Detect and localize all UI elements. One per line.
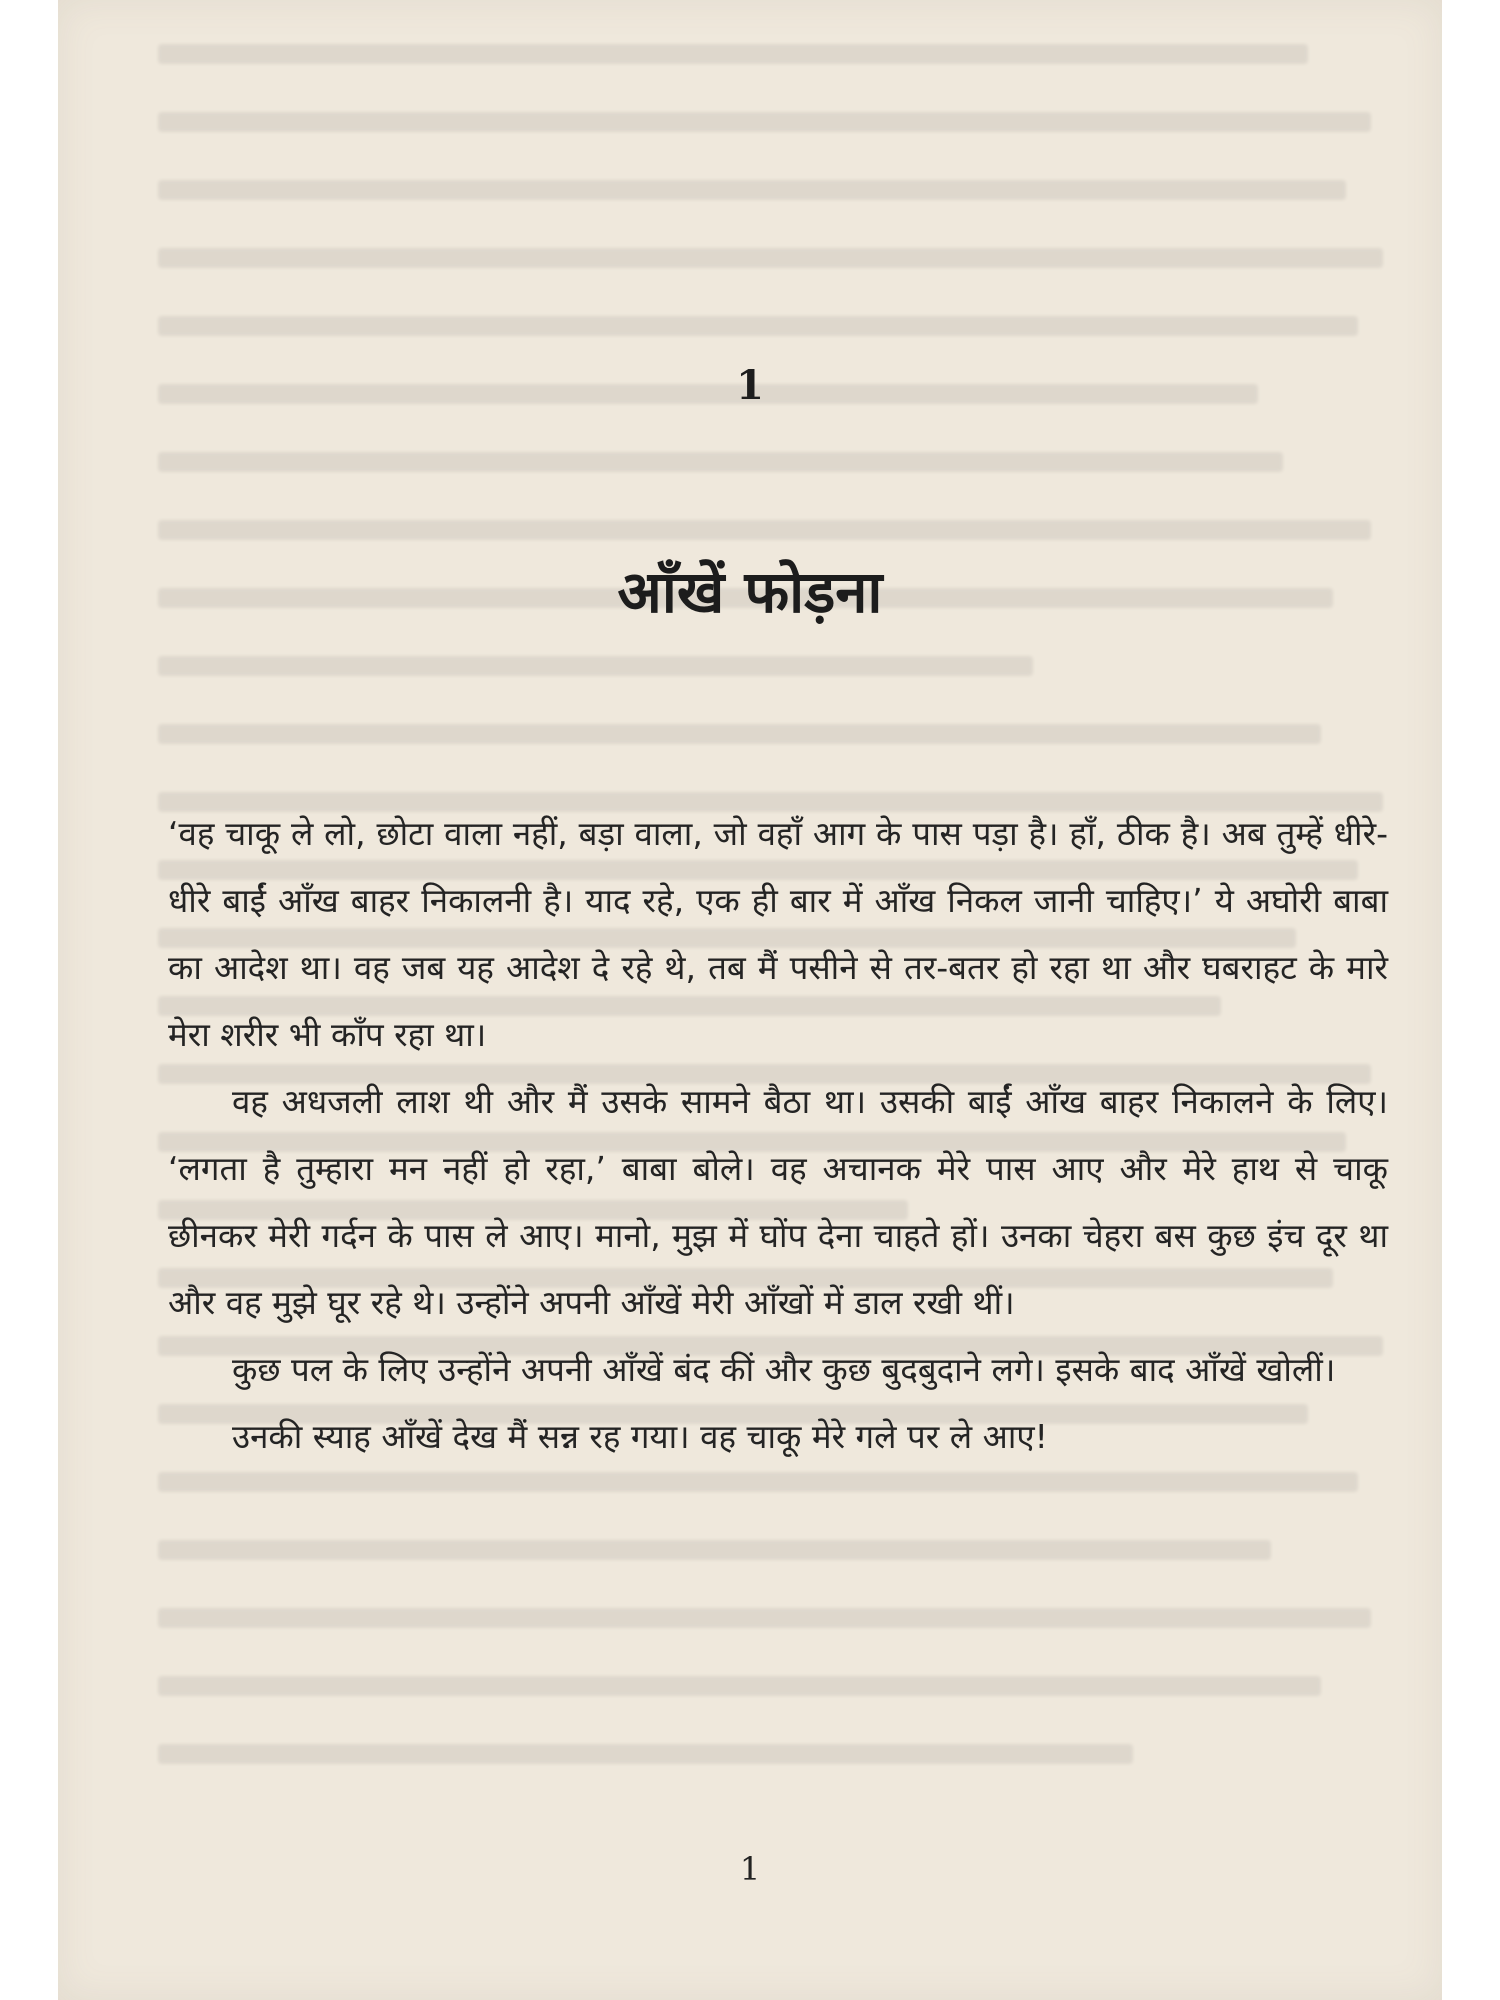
chapter-number: 1 — [736, 362, 764, 409]
paragraph: उनकी स्याह आँखें देख मैं सन्न रह गया। वह चाकू मेरे गले पर ले आए! — [232, 1417, 1048, 1456]
paragraph: वह अधजली लाश थी और मैं उसके सामने बैठा था। उसकी बाईं आँख बाहर निकालने के लिए। ‘लगता है तुम्हारा मन नहीं हो रहा,’ बाबा बोले। वह अचानक मेरे पास आए और मेरे हाथ से चाकू छीनकर मेरी गर्दन के पास ले आए। मानो, मुझ में घोंप देना चाहते हों। उनका चेहरा बस कुछ इंच दूर था और वह मुझे घूर रहे थे। उन्होंने अपनी आँखें मेरी आँखों में डाल रखी थीं। — [168, 1082, 1388, 1322]
page-number: 1 — [739, 1850, 761, 1888]
paragraph: कुछ पल के लिए उन्होंने अपनी आँखें बंद कीं और कुछ बुदबुदाने लगे। इसके बाद आँखें खोलीं। — [232, 1350, 1336, 1389]
paragraph: ‘वह चाकू ले लो, छोटा वाला नहीं, बड़ा वाला, जो वहाँ आग के पास पड़ा है। हाँ, ठीक है। अब तुम्हें धीरे-धीरे बाईं आँख बाहर निकालनी है। याद रहे, एक ही बार में आँख निकल जानी चाहिए।’ ये अघोरी बाबा का आदेश था। वह जब यह आदेश दे रहे थे, तब मैं पसीने से तर-बतर हो रहा था और घबराहट के मारे मेरा शरीर भी काँप रहा था। — [168, 814, 1388, 1054]
chapter-title: आँखें फोड़ना — [617, 558, 883, 626]
book-page — [58, 0, 1442, 2000]
chapter-body — [168, 800, 1388, 1470]
